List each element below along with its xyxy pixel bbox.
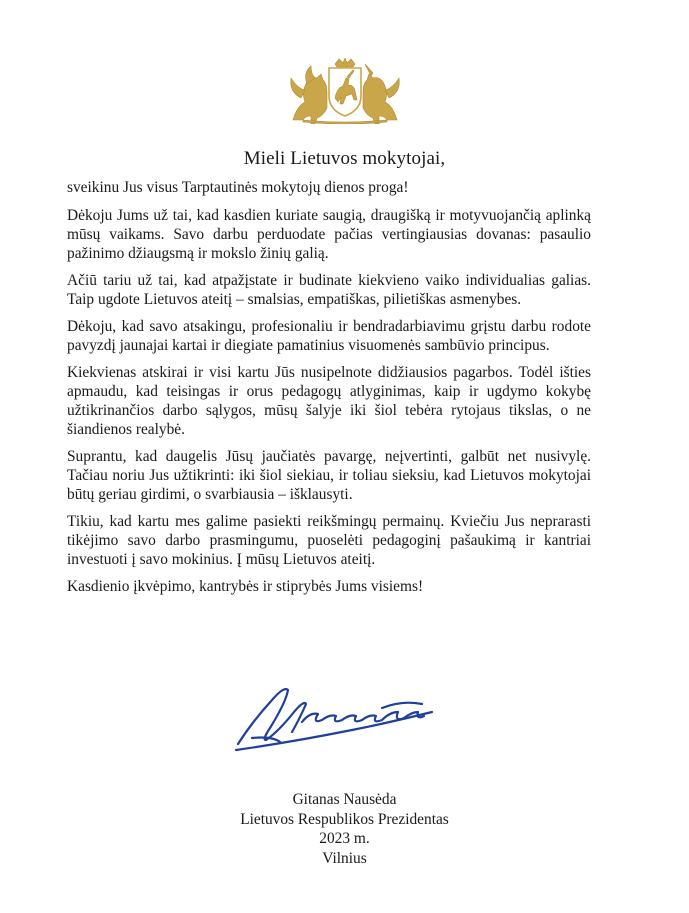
letter-paragraph: Ačiū tariu už tai, kad atpažįstate ir budinate kiekvieno vaiko individualias galias. Taip ugdote Lietuvos ateitį – smalsias, empatiškas, pilietiškas asmenybes. xyxy=(67,272,591,308)
letter-paragraph: Tikiu, kad kartu mes galime pasiekti reikšmingų permainų. Kviečiu Jus neprarasti tikėjimo savo darbo prasmingumu, puoselėti pedagoginį pašaukimą ir kantriai investuoti į savo mokinius. Į mūsų Lietuvos ateitį. xyxy=(67,513,591,568)
letter-body xyxy=(67,178,591,604)
signatory-block xyxy=(0,790,689,868)
letter-paragraph: Dėkoju Jums už tai, kad kasdien kuriate saugią, draugišką ir motyvuojančią aplinką mūsų vaikams. Savo darbu perduodate pačias vertingiausias dovanas: pasaulio pažinimo džiaugsmą ir mokslo žinių galią. xyxy=(67,207,591,262)
letter-greeting: sveikinu Jus visus Tarptautinės mokytojų dienos proga! xyxy=(67,179,409,196)
letter-place: Vilnius xyxy=(322,849,367,867)
signatory-name: Gitanas Nausėda xyxy=(292,791,397,808)
letter-paragraph: Dėkoju, kad savo atsakingu, profesionaliu ir bendradarbiavimu grįstu darbu rodote pavyzdį jaunajai kartai ir diegiate pamatinius visuomenės sambūvio principus. xyxy=(67,318,591,354)
coat-of-arms-icon xyxy=(283,58,407,124)
letter-paragraph: Kiekvienas atskirai ir visi kartu Jūs nusipelnote didžiausios pagarbos. Todėl išties apmaudu, kad teisingas ir orus pedagogų atlyginimas, kaip ir ugdymo kokybę užtikrinančios darbo sąlygos, mūsų šalyje iki šiol tebėra rytojaus tikslas, o ne šiandienos realybė. xyxy=(67,364,591,438)
signatory-title: Lietuvos Respublikos Prezidentas xyxy=(240,810,449,828)
letter-salutation: Mieli Lietuvos mokytojai, xyxy=(243,148,446,169)
letter-year: 2023 m. xyxy=(319,830,370,847)
letter-closing: Kasdienio įkvėpimo, kantrybės ir stiprybės Jums visiems! xyxy=(67,578,424,595)
handwritten-signature-icon xyxy=(232,682,444,754)
letter-paragraph: Suprantu, kad daugelis Jūsų jaučiatės pavargę, neįvertinti, galbūt net nusivylę. Tačiau noriu Jus užtikrinti: iki šiol siekiau, ir toliau sieksiu, kad Lietuvos mokytojai būtų geriau girdimi, o svarbiausia – išklausyti. xyxy=(67,448,591,503)
